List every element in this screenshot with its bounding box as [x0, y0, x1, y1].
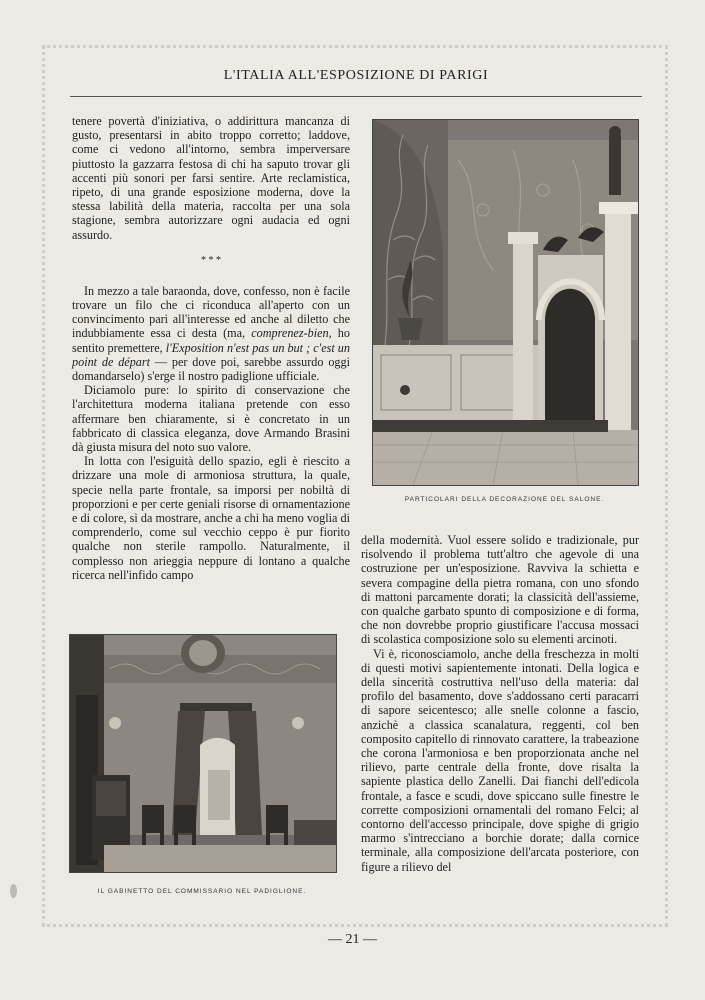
section-break: * * *	[201, 254, 221, 266]
text-column-left	[72, 114, 350, 582]
paragraph: Diciamolo pure: lo spirito di conservazione che l'architettura moderna italiana pretende con esso affermare ben chiaramente, si è concretato in un fabbricato di classica eleganza, dove Armando Brasini dà giusta misura del noto suo valore.	[72, 383, 350, 455]
figure-caption: PARTICOLARI DELLA DECORAZIONE DEL SALONE.	[404, 496, 605, 503]
paragraph: Vi è, riconosciamolo, anche della freschezza in molti di questi motivi sapientemente intonati. Della logica e della sincerità costruttiva nell'uso della materia: dal profilo del basamento, dove s'addossano certi paracarri di sapore seicentesco; alle snelle colonne a fascio, anzichè a classica scanalatura, reggenti, col ben composito capitello di rinnovato carattere, la trabeazione che corona l'armoniosa e ben proporzionata anche nel rilievo, parte centrale della fronte, dove risalta la sapiente plastica dello Zanelli. Dai fianchi dell'edicola frontale, a fasce e scudi, dove spiccano sulle finestre le corrette composizioni ornamentali del romano Felci; al contorno dell'accesso principale, dove spighe di grigio marmo s'intrecciano a borchie dorate; dalla cornice terminale, alla composizione dell'arcata posteriore, con figure a rilievo del	[361, 646, 639, 874]
office-photo-illustration	[70, 635, 336, 872]
text-column-right	[361, 533, 639, 874]
paragraph: In mezzo a tale baraonda, dove, confesso, non è facile trovare un filo che ci riconduca all'aperto con un convincimento pari all'interesse ed anche al diletto che indubbiamente essa ci desta (ma, comprenez-bien, ho sentito premettere, l'Exposition n'est pas un but ; c'est un point de départ — per dove poi, sarebbe assurdo oggi domandarselo) s'erge il nostro padiglione ufficiale.	[72, 283, 350, 384]
figure-caption: IL GABINETTO DEL COMMISSARIO NEL PADIGLIONE.	[97, 888, 307, 895]
paragraph: della modernità. Vuol essere solido e tradizionale, pur risolvendo il problema tutt'altro che agevole di una costruzione per un'esposizione. Ravviva la schietta e severa compagine della pietra romana, con uno sfondo di mattoni parcamente dorati; la classicità dell'assieme, con qualche garbato spunto di composizione e di forma, che non dovrebbe proprio giustificare l'accusa mossaci di scolastica composizione solo su elementi arcinoti.	[361, 533, 639, 647]
photo-commissioner-office	[69, 634, 337, 873]
paragraph: tenere povertà d'iniziativa, o addirittura mancanza di gusto, presentarsi in abito troppo corretto; laddove, come ci vedono all'intorno, sembra imperversare piuttosto la gazzarra festosa di chi ha saputo trovar gli accenti più sonori per farsi sentire. Arte reclamistica, ripeto, di una grande esposizione moderna, dove la stessa labilità della materia, raccolta per una sola stagione, sembra autorizzare ogni audacia ed ogni assurdo.	[72, 114, 350, 242]
page-number: — 21 —	[328, 932, 377, 947]
paragraph: In lotta con l'esiguità dello spazio, egli è riescito a drizzare una mole di armoniosa struttura, la quale, specie nella parte frontale, sa imporsi per nobiltà di proporzioni e per certe geniali risorse di ornamentazione e di colore, sì da mostrare, anche a chi ha meno voglia di comprenderlo, come sul vecchio ceppo è pur fiorito qualche non sterile rampollo. Naturalmente, il complesso non arieggia neppure di lontano a qualche ricerca nell'infido campo	[72, 454, 350, 582]
running-header: L'ITALIA ALL'ESPOSIZIONE DI PARIGI	[223, 68, 489, 83]
photo-salone-decoration	[372, 119, 639, 486]
header-rule	[70, 96, 642, 97]
page-smudge	[10, 884, 17, 898]
salone-photo-illustration	[373, 120, 638, 485]
